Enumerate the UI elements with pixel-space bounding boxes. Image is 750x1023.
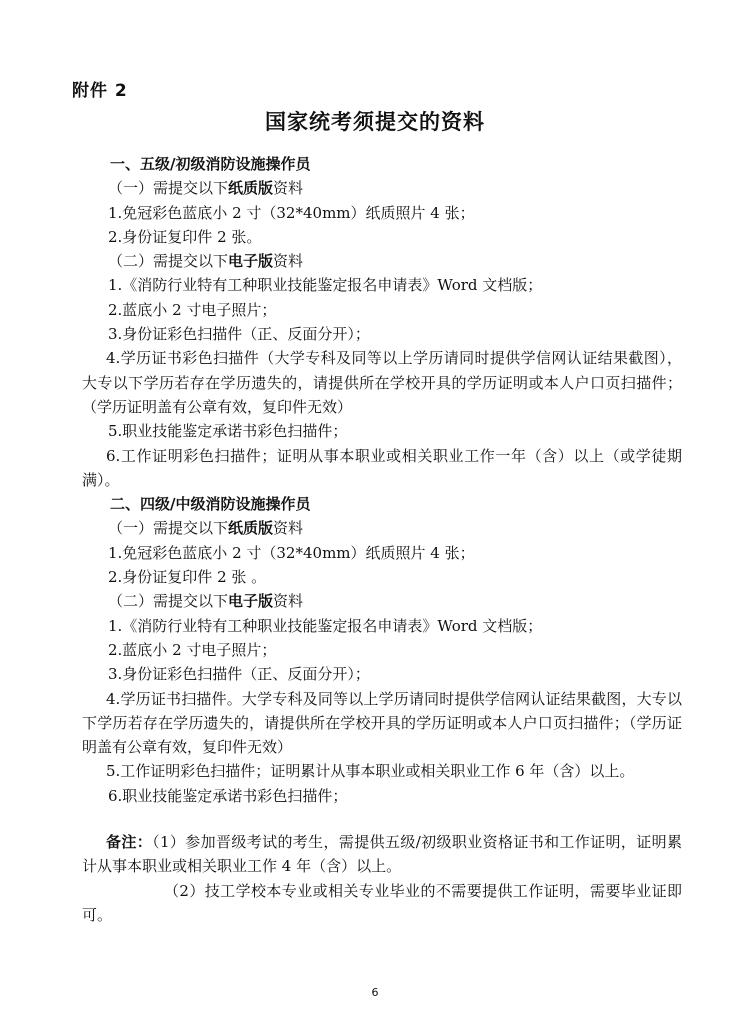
section-1-electronic-heading: [82, 249, 682, 273]
electronic-heading-suffix: 资料: [273, 252, 304, 271]
list-item: 6.工作证明彩色扫描件；证明从事本职业或相关职业工作一年（含）以上（或学徒期满）。: [82, 446, 682, 489]
section-1-heading: 一、五级/初级消防设施操作员: [110, 155, 311, 173]
list-item: 2.蓝底小 2 寸电子照片；: [108, 640, 277, 659]
remarks-note-2: （2）技工学校本专业或相关专业毕业的不需要提供工作证明，需要毕业证即可。: [82, 881, 682, 924]
list-item: 5.职业技能鉴定承诺书彩色扫描件；: [108, 422, 348, 441]
page-number: 6: [371, 986, 379, 999]
paper-heading-suffix: 资料: [273, 519, 304, 538]
paper-heading-prefix: （一）需提交以下: [108, 179, 229, 198]
paper-heading-bold: 纸质版: [228, 179, 274, 198]
remarks-note-1-text: （1）参加晋级考试的考生，需提供五级/初级职业资格证书和工作证明，证明累计从事本职业或相关职业工作 4 年（含）以上。: [82, 833, 682, 876]
list-item: 2.身份证复印件 2 张。: [108, 227, 262, 246]
paper-heading-suffix: 资料: [273, 179, 304, 198]
list-item: 2.蓝底小 2 寸电子照片；: [108, 300, 277, 319]
list-item: 1.《消防行业特有工种职业技能鉴定报名申请表》Word 文档版；: [108, 616, 543, 635]
remarks-label: 备注：: [106, 833, 153, 852]
paper-heading-prefix: （一）需提交以下: [108, 519, 229, 538]
document-body: [82, 152, 682, 927]
electronic-heading-bold: 电子版: [228, 252, 274, 271]
document-title: 国家统考须提交的资料: [265, 110, 485, 134]
list-item: 5.工作证明彩色扫描件；证明累计从事本职业或相关职业工作 6 年（含）以上。: [106, 762, 635, 781]
electronic-heading-prefix: （二）需提交以下: [108, 252, 229, 271]
electronic-heading-prefix: （二）需提交以下: [108, 592, 229, 611]
section-2-paper-heading: [82, 516, 682, 540]
list-item: 1.《消防行业特有工种职业技能鉴定报名申请表》Word 文档版；: [108, 276, 543, 295]
remarks-note-1: [82, 830, 682, 879]
list-item: 4.学历证书扫描件。大学专科及同等以上学历请同时提供学信网认证结果截图，大专以下学历若存在学历遗失的，请提供所在学校开具的学历证明或本人户口页扫描件；（学历证明盖有公章有效，复印件无效）: [82, 689, 682, 757]
spacer: [82, 808, 682, 830]
attachment-label: 附件 2: [72, 81, 128, 101]
section-2-electronic-heading: [82, 589, 682, 613]
electronic-heading-bold: 电子版: [228, 592, 274, 611]
paper-heading-bold: 纸质版: [228, 519, 274, 538]
list-item: 1.免冠彩色蓝底小 2 寸（32*40mm）纸质照片 4 张；: [108, 543, 475, 562]
list-item: 3.身份证彩色扫描件（正、反面分开）；: [108, 665, 370, 684]
section-1-paper-heading: [82, 176, 682, 200]
list-item: 2.身份证复印件 2 张 。: [108, 568, 267, 587]
section-2-heading: 二、四级/中级消防设施操作员: [110, 495, 311, 514]
electronic-heading-suffix: 资料: [273, 592, 304, 611]
list-item: 6.职业技能鉴定承诺书彩色扫描件；: [108, 786, 348, 805]
list-item: 3.身份证彩色扫描件（正、反面分开）；: [108, 325, 370, 344]
list-item: 4.学历证书彩色扫描件（大学专科及同等以上学历请同时提供学信网认证结果截图），大专以下学历若存在学历遗失的，请提供所在学校开具的学历证明或本人户口页扫描件；（学历证明盖有公章有效，复印件无效）: [82, 349, 682, 416]
list-item: 1.免冠彩色蓝底小 2 寸（32*40mm）纸质照片 4 张；: [108, 203, 475, 222]
